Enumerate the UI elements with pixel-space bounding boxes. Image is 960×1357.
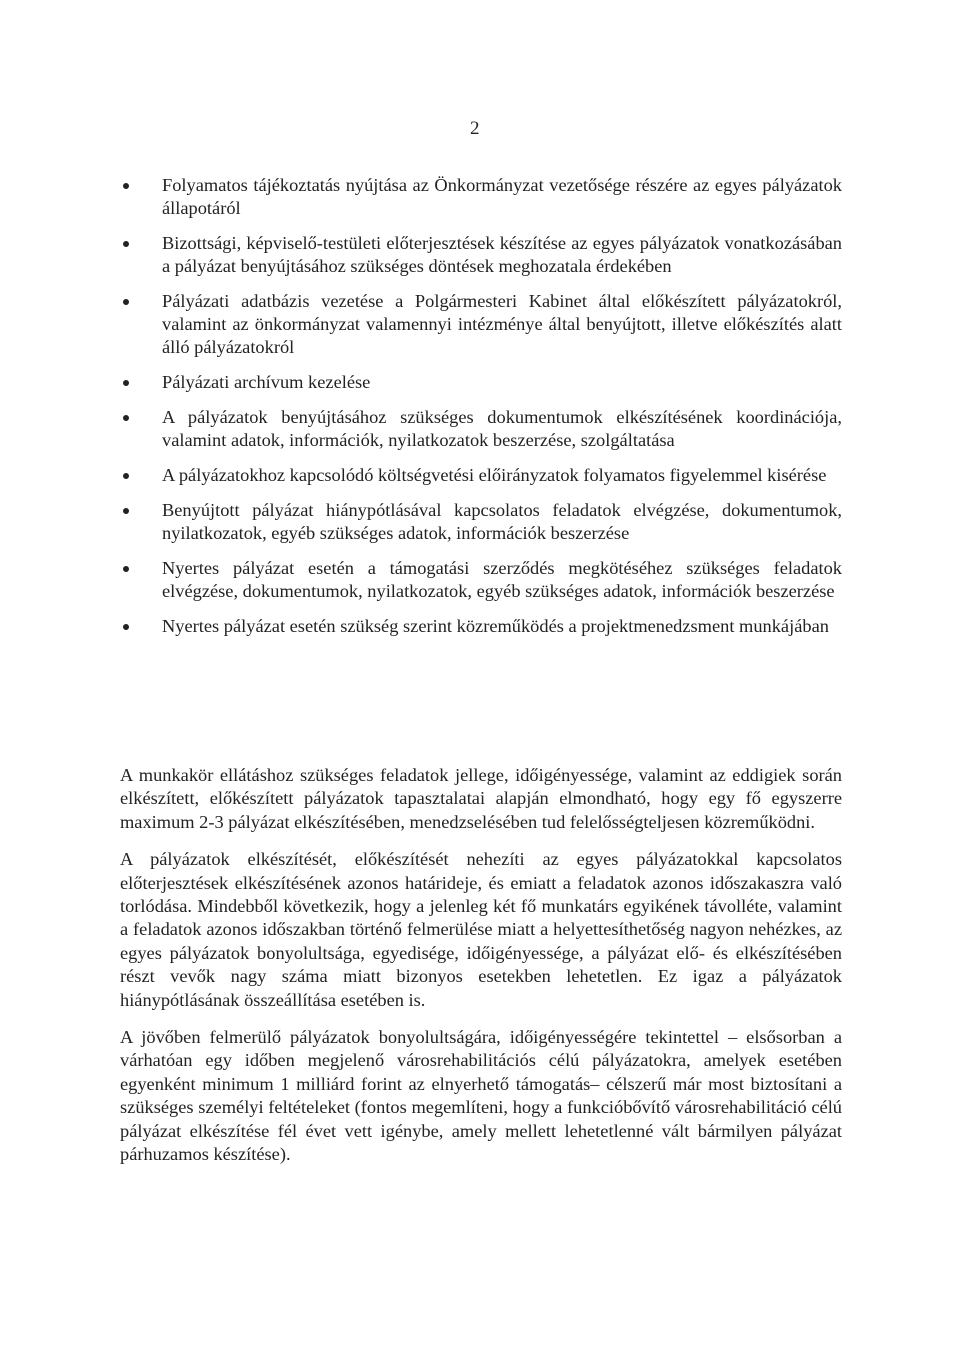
bullet-item xyxy=(120,464,842,487)
bullet-icon xyxy=(123,566,129,572)
bullet-item xyxy=(120,174,842,220)
bullet-text: A pályázatok benyújtásához szükséges dokumentumok elkészítésének koordinációja, valamint adatok, információk, nyilatkozatok beszerzése, szolgáltatása xyxy=(162,407,842,450)
bullet-item xyxy=(120,499,842,545)
bullet-item xyxy=(120,615,842,638)
bullet-text: Bizottsági, képviselő-testületi előterjesztések készítése az egyes pályázatok vonatkozásában a pályázat benyújtásához szükséges döntések meghozatala érdekében xyxy=(162,233,842,276)
bullet-icon xyxy=(123,415,129,421)
bullet-text: Pályázati adatbázis vezetése a Polgármesteri Kabinet által előkészített pályázatokról, valamint az önkormányzat valamennyi intézménye által benyújtott, illetve előkészítés alatt álló pályázatokról xyxy=(162,291,842,357)
bullet-icon xyxy=(123,299,129,305)
bullet-text: Nyertes pályázat esetén szükség szerint közreműködés a projektmenedzsment munkájában xyxy=(162,616,829,636)
paragraph-workload: A munkakör ellátáshoz szükséges feladatok jellege, időigényessége, valamint az eddigiek során elkészített, előkészített pályázatok tapasztalatai alapján elmondható, hogy egy fő egyszerre maximum 2-3 pályázat elkészítésében, menedzselésében tud felelősségteljesen közreműködni. xyxy=(120,765,842,832)
paragraph-future-needs: A jövőben felmerülő pályázatok bonyolultságára, időigényességére tekintettel – elsősorban a várhatóan egy időben megjelenő városrehabilitációs célú pályázatokra, amelyek esetében egyenként minimum 1 milliárd forint az elnyerhető támogatás– célszerű már most biztosítani a szükséges személyi feltételeket (fontos megemlíteni, hogy a funkcióbővítő városrehabilitáció célú pályázat elkészítése fél évet vett igénybe, amely mellett lehetetlenné vált bármilyen pályázat párhuzamos készítése). xyxy=(120,1027,842,1165)
bullet-icon xyxy=(123,473,129,479)
bullet-item xyxy=(120,232,842,278)
bullet-text: Pályázati archívum kezelése xyxy=(162,372,371,392)
page-number: 2 xyxy=(470,118,480,139)
bullet-icon xyxy=(123,241,129,247)
bullet-item xyxy=(120,557,842,603)
bullet-text: Nyertes pályázat esetén a támogatási szerződés megkötéséhez szükséges feladatok elvégzése, dokumentumok, nyilatkozatok, egyéb szükséges adatok, információk beszerzése xyxy=(162,558,842,601)
bullet-item xyxy=(120,406,842,452)
bullet-icon xyxy=(123,380,129,386)
bullet-item xyxy=(120,290,842,359)
body-paragraphs xyxy=(120,764,842,1181)
bullet-icon xyxy=(123,183,129,189)
bullet-text: Benyújtott pályázat hiánypótlásával kapcsolatos feladatok elvégzése, dokumentumok, nyilatkozatok, egyéb szükséges adatok, információk beszerzése xyxy=(162,500,842,543)
bullet-text: Folyamatos tájékoztatás nyújtása az Önkormányzat vezetősége részére az egyes pályázatok állapotáról xyxy=(162,175,842,218)
bullet-icon xyxy=(123,508,129,514)
bullet-icon xyxy=(123,624,129,630)
task-bullet-list xyxy=(120,174,842,650)
bullet-item xyxy=(120,371,842,394)
paragraph-difficulties: A pályázatok elkészítését, előkészítését nehezíti az egyes pályázatokkal kapcsolatos előterjesztések elkészítésének azonos határideje, és emiatt a feladatok azonos időszakaszra való torlódása. Mindebből következik, hogy a jelenleg két fő munkatárs egyikének távolléte, valamint a feladatok azonos időszakban történő felmerülése miatt a helyettesíthetőség nagyon nehézkes, az egyes pályázatok bonyolultsága, egyedisége, időigényessége, a pályázat elő- és elkészítésében részt vevők nagy száma miatt bizonyos esetekben lehetetlen. Ez igaz a pályázatok hiánypótlásának összeállítása esetében is. xyxy=(120,849,842,1010)
bullet-text: A pályázatokhoz kapcsolódó költségvetési előirányzatok folyamatos figyelemmel kisérése xyxy=(162,465,827,485)
